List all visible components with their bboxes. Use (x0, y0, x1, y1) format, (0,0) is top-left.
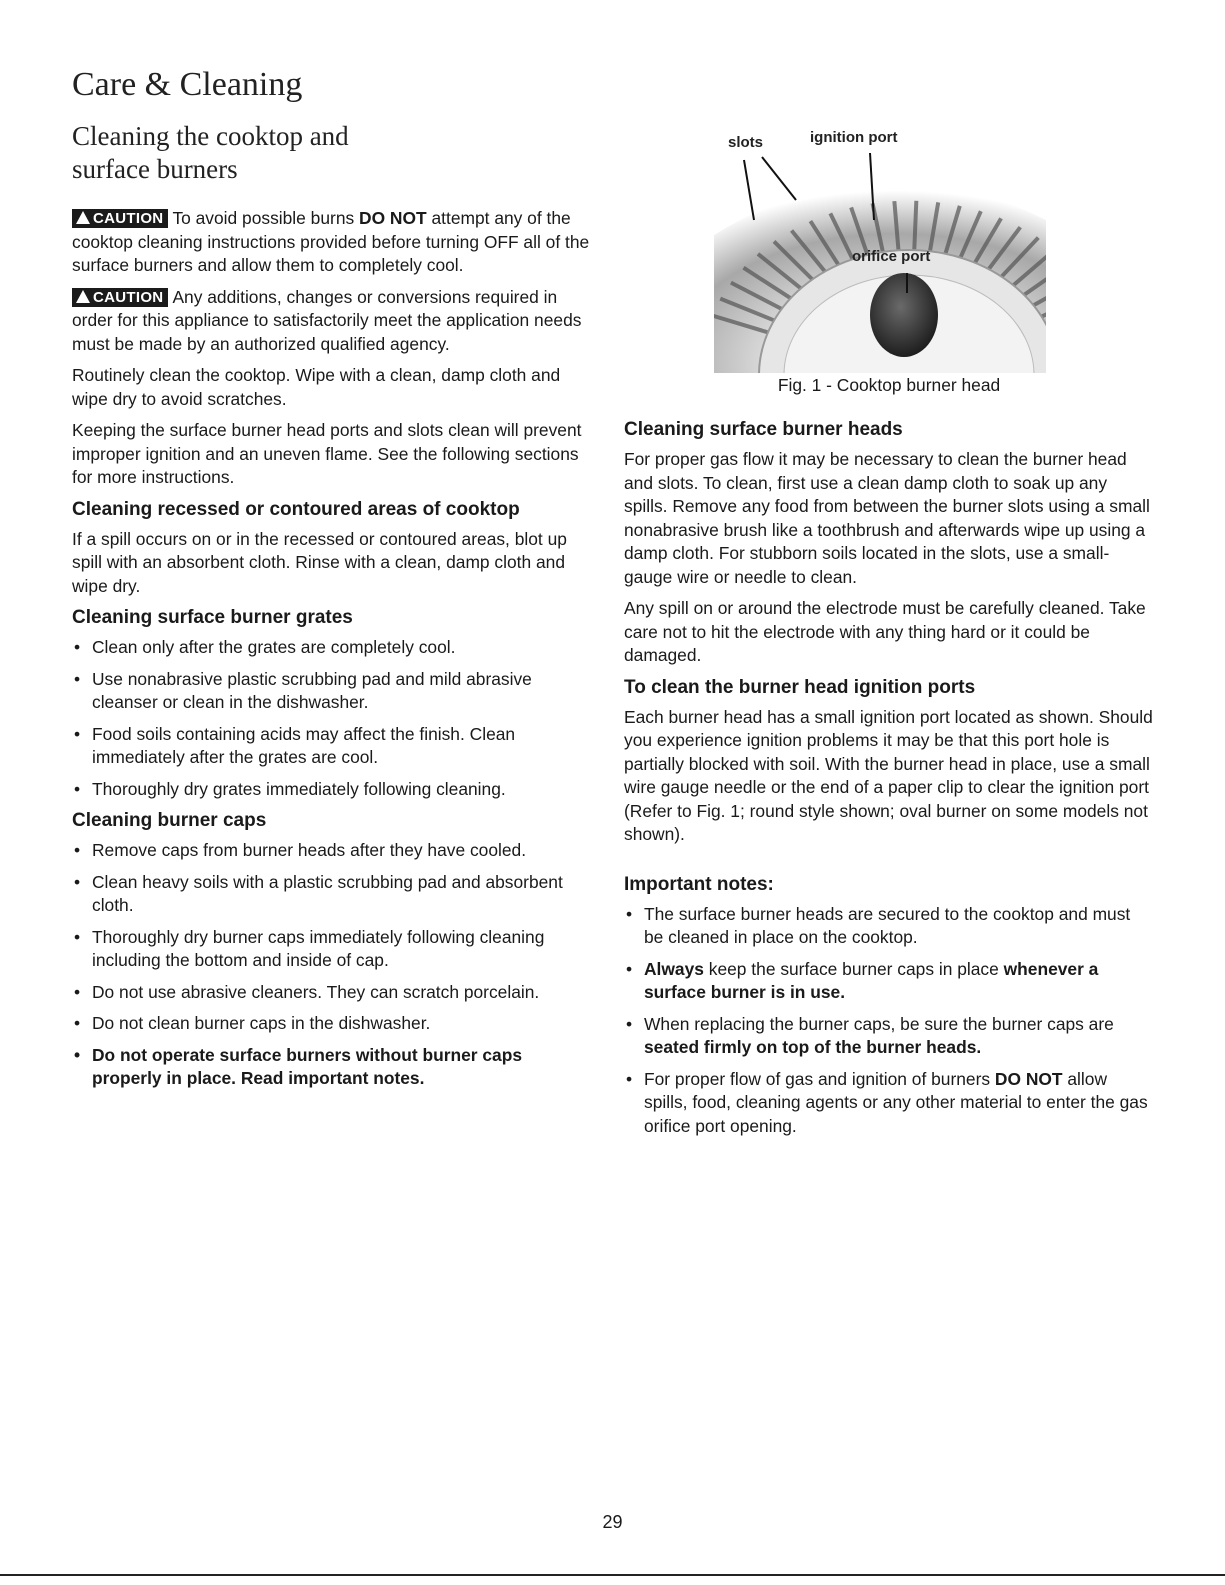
caution-badge: CAUTION (72, 209, 168, 228)
heads-heading: Cleaning surface burner heads (624, 419, 903, 440)
grates-list (72, 636, 594, 801)
ignition-text: Each burner head has a small ignition port located as shown. Should you experience ignition problems it may be that this port hole is partially blocked with soil. With the burner head in place, use a small wire gauge needle or the end of a paper clip to clear the ignition port (Refer to Fig. 1; round style shown; oval burner on some models not shown). (624, 706, 1153, 844)
keeping-paragraph: Keeping the surface burner head ports and slots clean will prevent improper ignition and an uneven flame. See the following sections for more instructions. (72, 420, 582, 487)
list-item: • Clean heavy soils with a plastic scrubbing pad and absorbent cloth. (74, 871, 563, 915)
section-title-line1: Cleaning the cooktop and (72, 121, 349, 151)
page-title: Care & Cleaning (72, 66, 303, 103)
section-title (72, 120, 492, 186)
recessed-text: If a spill occurs on or in the recessed or contoured areas, blot up spill with an absorbent cloth. Rinse with a clean, damp cloth and wipe dry. (72, 528, 567, 596)
heads-paragraph-2: Any spill on or around the electrode must be carefully cleaned. Take care not to hit the electrode with any thing hard or it could be damaged. (624, 598, 1146, 665)
caution-paragraph-1: CAUTION To avoid possible burns DO NOT attempt any of the cooktop cleaning instructions provided before turning OFF all of the surface burners and allow them to completely cool. (72, 208, 590, 275)
list-item: • When replacing the burner caps, be sure the burner caps are seated firmly on top of the burner heads. (626, 1013, 1114, 1057)
routine-paragraph: Routinely clean the cooktop. Wipe with a clean, damp cloth and wipe dry to avoid scratches. (72, 365, 561, 409)
notes-heading: Important notes: (624, 873, 774, 895)
caution-paragraph-2: CAUTION Any additions, changes or conversions required in order for this appliance to satisfactorily meet the application needs must be made by an authorized qualified agency. (72, 286, 582, 354)
grates-heading: Cleaning surface burner grates (72, 607, 353, 628)
list-item: • Do not use abrasive cleaners. They can scratch porcelain. (74, 981, 540, 1002)
orifice-port-label: orifice port (852, 248, 931, 265)
list-item: • Remove caps from burner heads after they have cooled. (74, 840, 527, 860)
list-item: • Use nonabrasive plastic scrubbing pad and mild abrasive cleanser or clean in the dishwasher. (74, 668, 532, 712)
caps-heading: Cleaning burner caps (72, 810, 267, 831)
recessed-heading: Cleaning recessed or contoured areas of cooktop (72, 498, 520, 520)
section-title-line2: surface burners (72, 154, 238, 184)
burner-slot (914, 201, 916, 251)
caps-list (72, 839, 594, 1091)
ignition-heading: To clean the burner head ignition ports (624, 676, 976, 698)
list-item: • Always keep the surface burner caps in place whenever a surface burner is in use. (626, 958, 1099, 1002)
heads-paragraph-1: For proper gas flow it may be necessary to clean the burner head and slots. To clean, first use a clean damp cloth to soak up any spills. Remove any food from between the burner slots using a small nonabrasive brush like a toothbrush and afterwards wipe up using a damp cloth. For stubborn soils located in the slots, use a small-gauge wire or needle to clean. (624, 449, 1150, 587)
list-item: • Do not clean burner caps in the dishwasher. (74, 1013, 431, 1033)
list-item: • Clean only after the grates are completely cool. (74, 637, 456, 657)
list-item: • Thoroughly dry grates immediately following cleaning. (74, 778, 506, 799)
left-column (72, 207, 594, 1099)
warning-triangle-icon (76, 290, 90, 303)
bottom-rule (0, 1574, 1225, 1576)
list-item: • Food soils containing acids may affect the finish. Clean immediately after the grates are cool. (74, 723, 516, 767)
caution-badge: CAUTION (72, 288, 168, 307)
warning-triangle-icon (76, 211, 90, 224)
ignition-port-label: ignition port (810, 129, 898, 146)
list-item: • Do not operate surface burners without burner caps properly in place. Read important notes. (74, 1044, 523, 1088)
notes-list (624, 903, 1154, 1139)
list-item: • For proper flow of gas and ignition of burners DO NOT allow spills, food, cleaning agents or any other material to enter the gas orifice port opening. (626, 1068, 1148, 1136)
page-number: 29 (602, 1512, 623, 1532)
right-column (624, 418, 1154, 1146)
list-item: • The surface burner heads are secured to the cooktop and must be cleaned in place on the cooktop. (626, 903, 1131, 947)
burner-head-figure (714, 125, 1046, 373)
slots-label: slots (728, 134, 764, 151)
list-item: • Thoroughly dry burner caps immediately following cleaning including the bottom and inside of cap. (74, 926, 545, 970)
figure-caption: Fig. 1 - Cooktop burner head (777, 375, 1001, 395)
